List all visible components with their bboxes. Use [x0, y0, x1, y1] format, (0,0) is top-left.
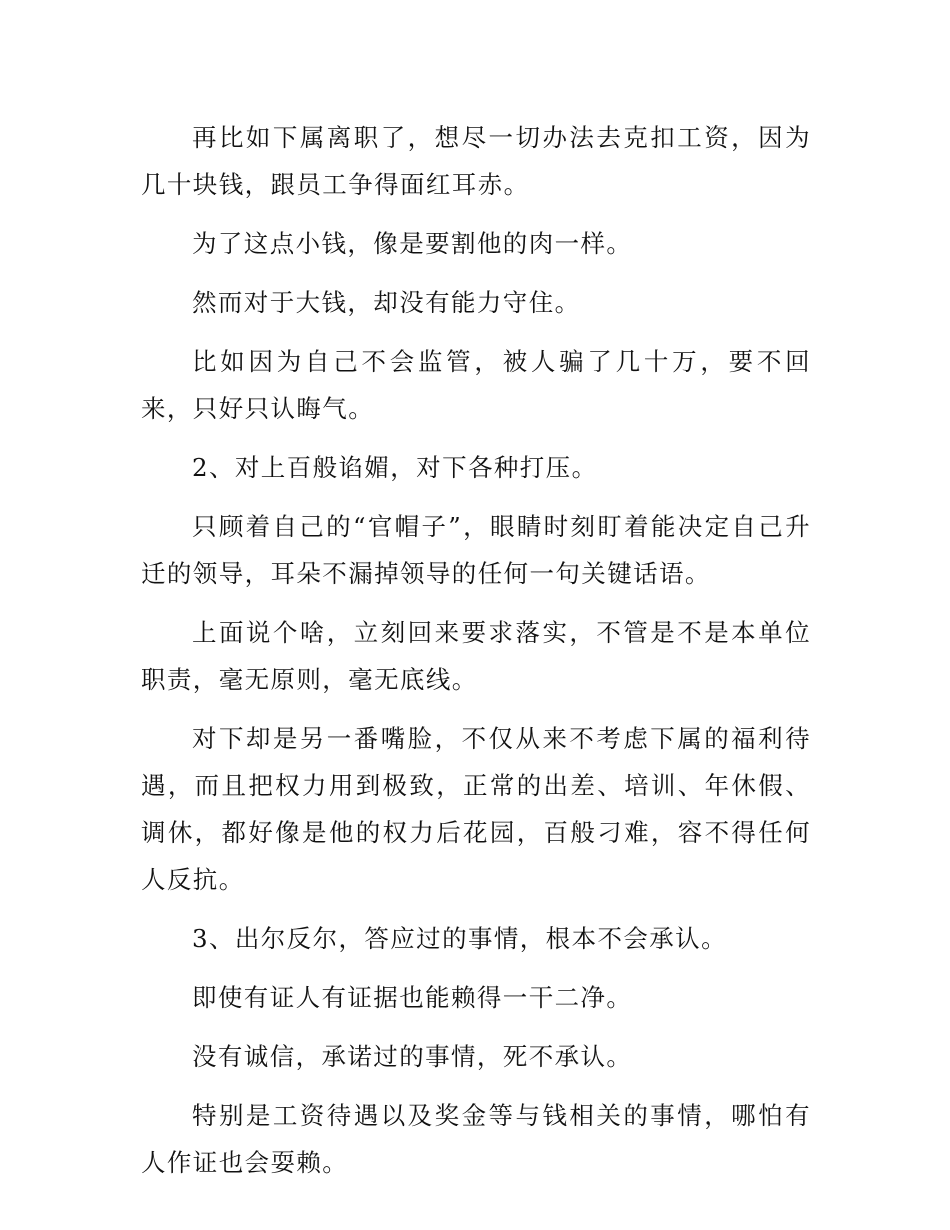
paragraph: 然而对于大钱，却没有能力守住。	[192, 288, 581, 317]
paragraph: 没有诚信，承诺过的事情，死不承认。	[192, 1042, 633, 1071]
paragraph: 对下却是另一番嘴脸，不仅从来不考虑下属的福利待遇，而且把权力用到极致，正常的出差、培训、年休假、调休，都好像是他的权力后花园，百般刁难，容不得任何人反抗。	[141, 724, 811, 894]
paragraph: 为了这点小钱，像是要割他的肉一样。	[192, 229, 633, 258]
paragraph: 特别是工资待遇以及奖金等与钱相关的事情，哪怕有人作证也会耍赖。	[141, 1101, 811, 1177]
section-heading: 2、对上百般谄媚，对下各种打压。	[192, 453, 598, 482]
paragraph: 即使有证人有证据也能赖得一干二净。	[192, 983, 633, 1012]
paragraph: 比如因为自己不会监管，被人骗了几十万，要不回来，只好只认晦气。	[141, 347, 811, 423]
paragraph: 再比如下属离职了，想尽一切办法去克扣工资，因为几十块钱，跟员工争得面红耳赤。	[141, 123, 811, 199]
paragraph: 上面说个啥，立刻回来要求落实，不管是不是本单位职责，毫无原则，毫无底线。	[141, 618, 811, 694]
paragraph: 只顾着自己的“官帽子”，眼睛时刻盯着能决定自己升迁的领导，耳朵不漏掉领导的任何一句关键话语。	[141, 512, 811, 588]
section-heading: 3、出尔反尔，答应过的事情，根本不会承认。	[192, 924, 727, 953]
document-body	[141, 114, 811, 1198]
